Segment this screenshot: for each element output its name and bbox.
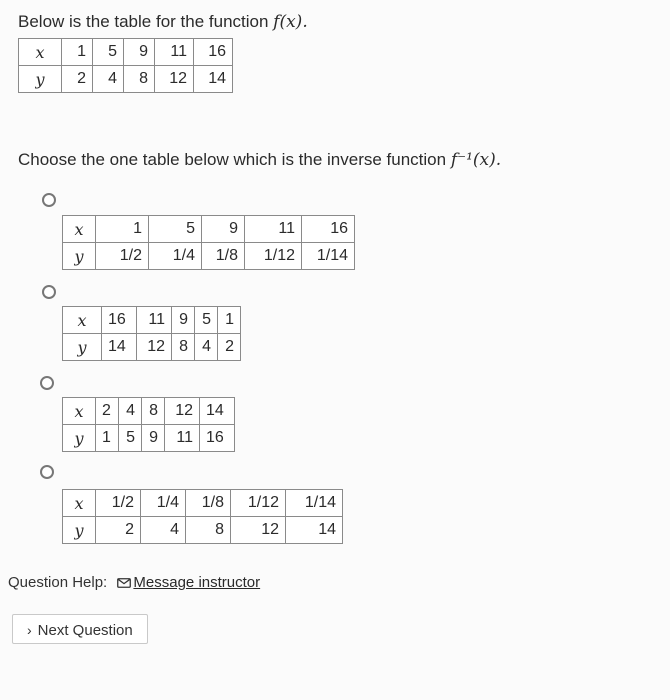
table-row (63, 425, 235, 452)
table-cell: 12 (165, 398, 200, 425)
table-cell: 1 (96, 216, 149, 243)
instruction (18, 150, 501, 170)
table-cell: 16 (200, 425, 235, 452)
table-cell: 14 (194, 66, 233, 93)
option-c-radio[interactable] (40, 376, 54, 390)
message-instructor-link[interactable] (117, 574, 260, 591)
table-cell: 8 (124, 66, 155, 93)
table-cell: 14 (200, 398, 235, 425)
table-cell: 5 (149, 216, 202, 243)
table-row (63, 398, 235, 425)
next-question-label: Next Question (37, 622, 133, 639)
table-cell: 1/4 (141, 490, 186, 517)
option-b-table[interactable] (62, 306, 241, 361)
table-cell: 1/12 (231, 490, 286, 517)
table-cell: 11 (137, 307, 172, 334)
table-cell: 12 (231, 517, 286, 544)
table-row (19, 39, 233, 66)
table-cell: 1 (96, 425, 119, 452)
help-label: Question Help: (8, 574, 108, 591)
table-row (63, 243, 355, 270)
x-label: x (63, 307, 102, 334)
table-row (63, 490, 343, 517)
table-cell: 1/14 (286, 490, 343, 517)
table-row (63, 216, 355, 243)
table-cell: 4 (141, 517, 186, 544)
table-cell: 9 (124, 39, 155, 66)
table-cell: 1/8 (186, 490, 231, 517)
function-name: f(x). (273, 12, 308, 32)
table-cell: 9 (142, 425, 165, 452)
table-cell: 9 (202, 216, 245, 243)
inverse-function-name: f⁻¹(x). (450, 150, 502, 170)
y-label: y (19, 66, 62, 93)
table-cell: 16 (302, 216, 355, 243)
option-d-radio[interactable] (40, 465, 54, 479)
table-cell: 16 (102, 307, 137, 334)
table-cell: 2 (96, 398, 119, 425)
table-cell: 14 (286, 517, 343, 544)
question-prompt (18, 12, 308, 32)
next-question-button[interactable] (12, 614, 148, 644)
option-c-table[interactable] (62, 397, 235, 452)
table-cell: 2 (96, 517, 141, 544)
instruction-text: Choose the one table below which is the inverse function (18, 150, 447, 169)
table-cell: 12 (137, 334, 172, 361)
message-instructor-label: Message instructor (133, 574, 261, 591)
question-help (8, 574, 260, 591)
function-table (18, 38, 233, 93)
table-cell: 5 (119, 425, 142, 452)
table-cell: 11 (245, 216, 302, 243)
mail-icon (117, 578, 131, 588)
table-row (63, 517, 343, 544)
y-label: y (63, 425, 96, 452)
table-cell: 1/8 (202, 243, 245, 270)
table-cell: 1/14 (302, 243, 355, 270)
table-cell: 11 (155, 39, 194, 66)
table-cell: 2 (62, 66, 93, 93)
x-label: x (63, 216, 96, 243)
table-cell: 16 (194, 39, 233, 66)
table-cell: 12 (155, 66, 194, 93)
table-cell: 1 (218, 307, 241, 334)
x-label: x (63, 490, 96, 517)
table-row (63, 307, 241, 334)
table-cell: 1/2 (96, 490, 141, 517)
prompt-text: Below is the table for the function (18, 12, 269, 31)
table-cell: 8 (186, 517, 231, 544)
table-cell: 8 (142, 398, 165, 425)
x-label: x (19, 39, 62, 66)
table-cell: 2 (218, 334, 241, 361)
table-row (19, 66, 233, 93)
table-cell: 1/4 (149, 243, 202, 270)
table-row (63, 334, 241, 361)
table-cell: 11 (165, 425, 200, 452)
table-cell: 4 (195, 334, 218, 361)
table-cell: 14 (102, 334, 137, 361)
option-a-radio[interactable] (42, 193, 56, 207)
table-cell: 5 (93, 39, 124, 66)
table-cell: 4 (93, 66, 124, 93)
y-label: y (63, 243, 96, 270)
option-a-table[interactable] (62, 215, 355, 270)
x-label: x (63, 398, 96, 425)
table-cell: 4 (119, 398, 142, 425)
table-cell: 1/2 (96, 243, 149, 270)
y-label: y (63, 517, 96, 544)
option-b-radio[interactable] (42, 285, 56, 299)
table-cell: 1/12 (245, 243, 302, 270)
table-cell: 1 (62, 39, 93, 66)
table-cell: 5 (195, 307, 218, 334)
chevron-right-icon: › (27, 622, 32, 638)
option-d-table[interactable] (62, 489, 343, 544)
y-label: y (63, 334, 102, 361)
table-cell: 8 (172, 334, 195, 361)
table-cell: 9 (172, 307, 195, 334)
